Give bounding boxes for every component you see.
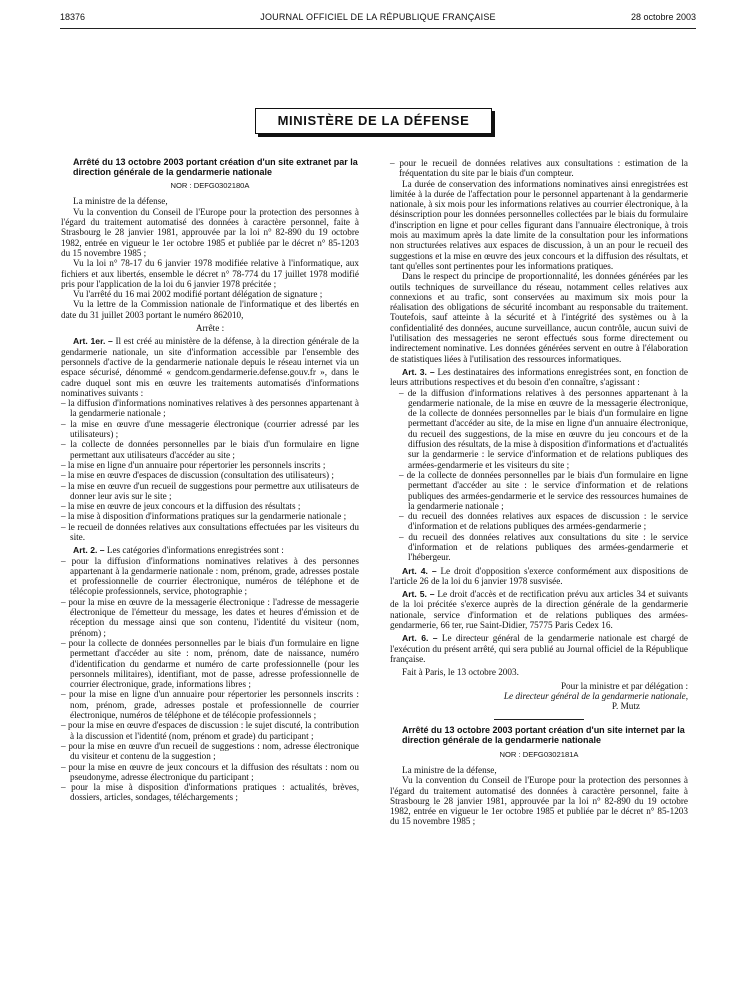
issue-date: 28 octobre 2003 — [630, 12, 696, 22]
signature-line: Pour la ministre et par délégation : — [560, 680, 688, 691]
list-item: – de la diffusion d'informations relatives à des personnes appartenant à la gendarmerie nationale, de la mise en œuvre de la messagerie électronique, de la collecte de données personnelles par le biais d'un formulaire en ligne permettant d'accéder au site, de la mise en ligne d'un annuaire électronique, du recueil des suggestions, de la mise en œuvre du jeu concours et de la diffusion des résultats, de la mise à disposition d'informations et d'actualités sur la gendarmerie : le service d'information et de relations publiques des armées-gendarmerie et les visiteurs du site ; — [399, 387, 688, 470]
article-number: Art. 1er. – — [73, 336, 113, 347]
signature-line: Le directeur général de la gendarmerie nationale, — [503, 690, 688, 701]
list-item: – la mise en œuvre d'une messagerie électronique (courrier adressé par les utilisateurs) ; — [61, 418, 359, 440]
paragraph: La ministre de la défense, — [73, 196, 168, 207]
paragraph: La ministre de la défense, — [402, 764, 497, 775]
list-item: – du recueil des données relatives aux consultations du site : le service d'information et de relations publiques des armées-gendarmerie et l'hébergeur. — [399, 531, 688, 563]
list-item: – pour la mise en œuvre d'un recueil de suggestions : nom, adresse électronique du visiteur et contenu de la suggestion ; — [61, 740, 359, 762]
list-item: – la mise en ligne d'un annuaire pour répertorier les personnels inscrits ; — [61, 459, 326, 470]
list-item: – pour la mise en ligne d'un annuaire pour répertorier les personnels inscrits : nom, prénom, grade, adresses postale et professionnelle de courrier électronique, numéros de téléphone et de télécopie professionnels ; — [61, 689, 359, 721]
separator-rule — [494, 719, 584, 720]
paragraph: Vu la loi n° 78-17 du 6 janvier 1978 modifiée relative à l'informatique, aux fichiers et aux libertés, ensemble le décret n° 78-774 du 17 juillet 1978 modifié pris pour l'application de la loi du 6 janvier 1978 précitée ; — [61, 258, 359, 289]
list-item: – pour la mise en œuvre de la messagerie électronique : l'adresse de messagerie électronique de l'émetteur du message, les dates et heures d'émission et de réception du message ainsi que son contenu, l'identité du visiteur (nom, prénom) ; — [61, 596, 359, 638]
list-item: – pour la mise en œuvre d'espaces de discussion : le sujet discuté, la contribution à la discussion et l'identité (nom, prénom et grade) du participant ; — [61, 720, 359, 741]
list-item: – la diffusion d'informations nominatives relatives à des personnes appartenant à la gendarmerie nationale ; — [61, 398, 359, 419]
paragraph: Dans le respect du principe de proportionnalité, les données générées par les outils techniques de surveillance du réseau, notamment celles relatives aux connexions et au trafic, sont conservées au maximum six mois pour la réalisation des obligations de sécurité incombant au responsable du traitement. Toutefois, sauf atteinte à la sécurité et à l'intégrité des systèmes ou à la confidentialité des données, aucune surveillance, aucun contrôle, aucun suivi de l'utilisation des messageries ne seront effectués sous forme directement ou indirectement nominative. Les données générées servent en outre à l'élaboration de statistiques liées à l'utilisation des ressources informatiques. — [390, 271, 688, 364]
article-paragraph — [390, 367, 688, 388]
list-item: – pour le recueil de données relatives aux consultations : estimation de la fréquentation du site par le biais d'un compteur. — [390, 158, 688, 179]
left-column — [61, 158, 359, 803]
paragraph: Vu l'arrêté du 16 mai 2002 modifié portant délégation de signature ; — [73, 289, 323, 300]
paragraph: Vu la convention du Conseil de l'Europe pour la protection des personnes à l'égard du traitement automatisé des données à caractère personnel, faite à Strasbourg le 28 janvier 1981, approuvée par la loi n° 82-890 du 19 octobre 1982, entrée en vigueur le 1er octobre 1985 et publiée par le décret n° 85-1203 du 15 novembre 1985 ; — [390, 775, 688, 827]
header-rule — [60, 28, 696, 29]
decree-title: Arrêté du 13 octobre 2003 portant création d'un site internet par la direction générale de la gendarmerie nationale — [402, 725, 685, 746]
list-item: – le recueil de données relatives aux consultations effectuées par les visiteurs du site. — [61, 521, 359, 542]
decree-heading: Arrête : — [195, 323, 225, 334]
journal-title: JOURNAL OFFICIEL DE LA RÉPUBLIQUE FRANÇAISE — [260, 12, 496, 22]
nor-reference: NOR : DEFG0302180A — [170, 181, 250, 191]
list-item: – la mise en œuvre d'un recueil de suggestions pour permettre aux utilisateurs de donner leur avis sur le site ; — [61, 480, 359, 501]
list-item: – la collecte de données personnelles par le biais d'un formulaire en ligne permettant aux utilisateurs d'accéder au site ; — [61, 439, 359, 460]
list-item: – la mise en œuvre d'espaces de discussion (consultation des utilisateurs) ; — [61, 470, 334, 481]
article-number: Art. 4. – — [402, 565, 437, 576]
list-item: – la mise à disposition d'informations pratiques sur la gendarmerie nationale ; — [61, 511, 347, 522]
signature-line: P. Mutz — [611, 701, 640, 712]
ministry-title-box: MINISTÈRE DE LA DÉFENSE — [255, 108, 492, 134]
list-item: – pour la diffusion d'informations nominatives relatives à des personnes appartenant à la gendarmerie nationale : nom, prénom, grade, adresses postale et professionnelle de courrier électronique, numéros de téléphone et de télécopie professionnels, service, photographie ; — [61, 555, 359, 597]
article-text: Le droit d'opposition s'exerce conformément aux dispositions de l'article 26 de la loi du 6 janvier 1978 susvisée. — [390, 565, 688, 586]
article-text: Les catégories d'informations enregistrées sont : — [104, 545, 284, 556]
article-number: Art. 5. – — [402, 589, 435, 600]
list-item: – pour la mise à disposition d'informations pratiques : actualités, brèves, dossiers, articles, sondages, téléchargements ; — [61, 782, 359, 803]
paragraph: Vu la lettre de la Commission nationale de l'informatique et des libertés en date du 31 juillet 2003 portant le numéro 862010, — [61, 299, 359, 320]
list-item: – pour la mise en œuvre de jeux concours et la diffusion des résultats : nom ou pseudonyme, adresse électronique du participant ; — [61, 761, 359, 782]
nor-reference: NOR : DEFG0302181A — [499, 749, 579, 759]
paragraph: La durée de conservation des informations nominatives ainsi enregistrées est limitée à la durée de l'affectation pour le personnel appartenant à la gendarmerie nationale, à six mois pour les informations relatives au courrier électronique, à la désinscription pour les données personnelles collectées par le biais du formulaire d'inscription en ligne et pour celles figurant dans l'annuaire électronique, à trois mois au maximum après la date limite de la consultation pour les informations non structurées relatives aux espaces de discussion, à un an pour le recueil des suggestions et la mise en œuvre des jeux concours et la diffusion des résultats, et tant qu'elles sont pertinentes pour les informations pratiques. — [390, 178, 688, 271]
article-number: Art. 3. – — [402, 366, 435, 377]
list-item: – la mise en œuvre de jeux concours et la diffusion des résultats ; — [61, 501, 301, 512]
article-paragraph — [61, 545, 359, 555]
list-item: – pour la collecte de données personnelles par le biais d'un formulaire en ligne permettant d'accéder au site : nom, prénom, date de naissance, numéro d'identification du gendarme et numéro de carte professionnelle (pour les personnels militaires), identifiant, mot de passe, adresse professionnelle de courrier électronique, grade, informations libres ; — [61, 637, 359, 690]
article-text: Les destinataires des informations enregistrées sont, en fonction de leurs attributions respectives et du besoin d'en connaître, s'agissant : — [390, 366, 688, 388]
right-column — [390, 158, 688, 827]
article-paragraph — [61, 336, 359, 398]
paragraph: Vu la convention du Conseil de l'Europe pour la protection des personnes à l'égard du traitement automatisé des données à caractère personnel, faite à Strasbourg le 28 janvier 1981, approuvée par la loi n° 82-890 du 19 octobre 1982, entrée en vigueur le 1er octobre 1985 et publiée par le décret n° 85-1203 du 15 novembre 1985 ; — [61, 206, 359, 258]
article-paragraph — [390, 589, 688, 630]
page-number: 18376 — [60, 12, 86, 22]
article-text: Il est créé au ministère de la défense, à la direction générale de la gendarmerie nationale, un site d'information accessible par l'ensemble des personnels d'active de la gendarmerie nationale depuis le réseau internet via un espace sécurisé, dénommé « gendcom.gendarmerie.defense.gouv.fr », dans le cadre duquel sont mis en œuvre les traitements automatisés d'informations nominatives suivants : — [61, 336, 360, 398]
running-header — [60, 12, 696, 26]
article-text: Le droit d'accès et de rectification prévu aux articles 34 et suivants de la loi précitée s'exerce auprès de la direction générale de la gendarmerie nationale, service d'information et de relations publiques des armées-gendarmerie, 66 ter, rue Saint-Didier, 75775 Paris Cedex 16. — [390, 589, 688, 631]
article-text: Le directeur général de la gendarmerie nationale est chargé de l'exécution du présent arrêté, qui sera publié au Journal officiel de la République française. — [390, 633, 688, 664]
paragraph: Fait à Paris, le 13 octobre 2003. — [402, 667, 519, 678]
article-number: Art. 6. – — [402, 633, 438, 644]
article-paragraph — [390, 633, 688, 664]
decree-title: Arrêté du 13 octobre 2003 portant création d'un site extranet par la direction générale de la gendarmerie nationale — [73, 157, 358, 177]
list-item: – du recueil des données relatives aux espaces de discussion : le service d'information et de relations publiques des armées-gendarmerie ; — [399, 511, 688, 532]
article-number: Art. 2. – — [73, 545, 105, 556]
article-paragraph — [390, 566, 688, 587]
list-item: – de la collecte de données personnelles par le biais d'un formulaire en ligne permettant d'accéder au site : le service d'information et de relations publiques des armées-gendarmerie et le service des ressources humaines de la gendarmerie nationale ; — [399, 469, 688, 511]
